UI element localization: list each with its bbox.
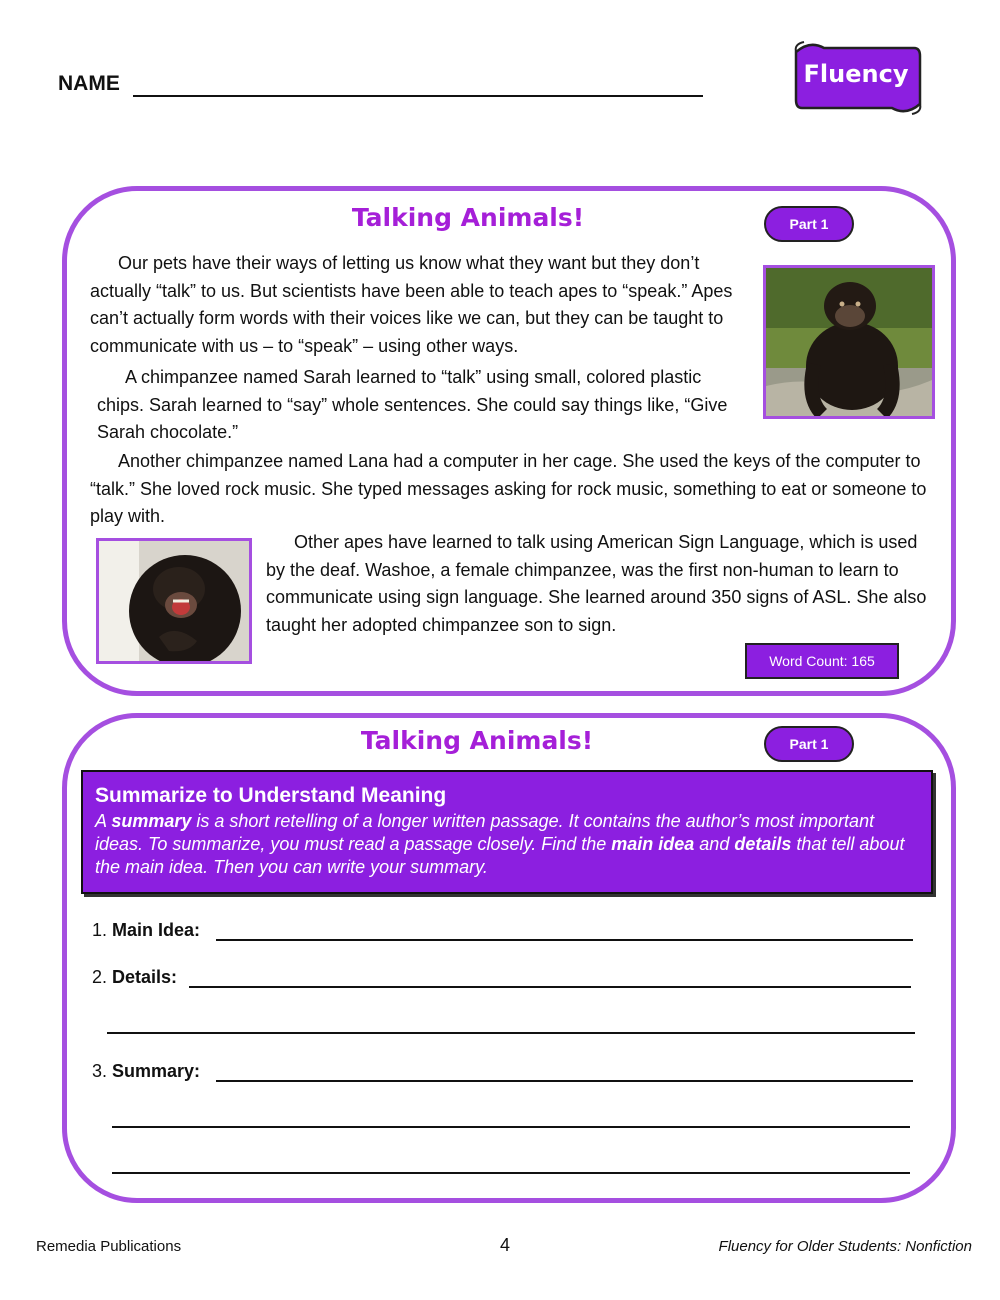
- details-label: 2. Details:: [92, 967, 178, 987]
- page-number: 4: [499, 1235, 510, 1255]
- chimpanzee-laughing-photo: [96, 538, 252, 664]
- paragraph-3: Another chimpanzee named Lana had a computer in her cage. She used the keys of the computer to “talk.” She loved rock music. She typed messages asking for rock music, something to eat or someone to play with.: [90, 451, 927, 526]
- summary-line[interactable]: [112, 1172, 910, 1174]
- part-badge: Part 1: [764, 726, 854, 762]
- details-line[interactable]: [107, 1032, 915, 1034]
- instructions-heading: Summarize to Understand Meaning: [95, 784, 447, 807]
- paragraph-1: Our pets have their ways of letting us know what they want but they don’t actually “talk” to us. But scientists have been able to teach apes to “speak.” Apes can’t actually form words with their voices like we can, but they can be taught to communicate with us – to “speak” – using other ways.: [90, 253, 733, 356]
- book-title: Fluency for Older Students: Nonfiction: [718, 1238, 972, 1255]
- passage-title: Talking Animals!: [351, 203, 585, 232]
- fluency-badge-text: Fluency: [803, 60, 909, 88]
- main-idea-label: 1. Main Idea:: [92, 920, 201, 940]
- name-input-line[interactable]: [133, 95, 703, 97]
- word-count-box: Word Count: 165: [745, 643, 899, 679]
- name-label: NAME: [58, 72, 120, 95]
- summary-line[interactable]: [216, 1080, 913, 1082]
- activity-title: Talking Animals!: [360, 726, 594, 755]
- paragraph-2: A chimpanzee named Sarah learned to “talk” using small, colored plastic chips. Sarah learned to “say” whole sentences. She could say things like, “Give Sarah chocolate.”: [97, 367, 728, 442]
- details-line[interactable]: [189, 986, 911, 988]
- part-badge: Part 1: [764, 206, 854, 242]
- instructions-text: A summary is a short retelling of a longer written passage. It contains the author’s most important ideas. To summarize, you must read a passage closely. Find the main idea and details that tell about the main idea. Then you can write your summary.: [95, 811, 905, 877]
- summary-label: 3. Summary:: [92, 1061, 201, 1081]
- publisher-name: Remedia Publications: [36, 1238, 182, 1255]
- summary-line[interactable]: [112, 1126, 910, 1128]
- paragraph-4: Other apes have learned to talk using American Sign Language, which is used by the deaf. Washoe, a female chimpanzee, was the first non-human to learn to communicate using sign language. She learned around 350 signs of ASL. She also taught her adopted chimpanzee son to sign.: [266, 532, 927, 635]
- instructions-box: [81, 770, 933, 894]
- main-idea-line[interactable]: [216, 939, 913, 941]
- chimpanzee-sitting-photo: [763, 265, 935, 419]
